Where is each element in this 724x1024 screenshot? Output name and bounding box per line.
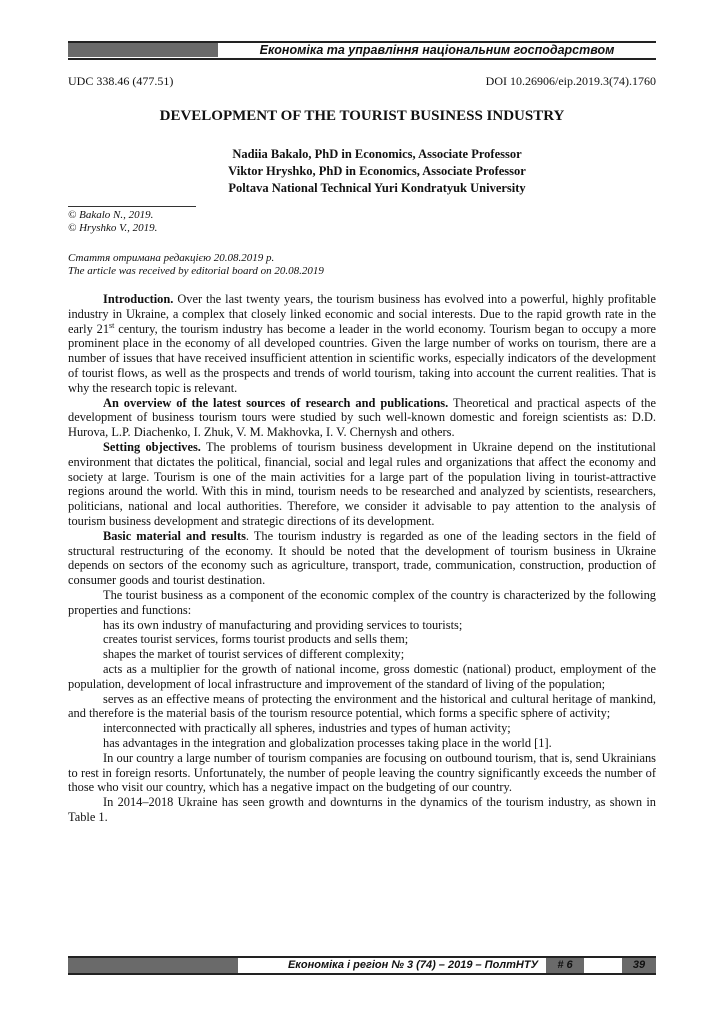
doi-code: DOI 10.26906/eip.2019.3(74).1760	[485, 74, 656, 88]
copyright-block	[68, 209, 157, 235]
paragraph-overview	[68, 396, 656, 440]
heading-introduction: Introduction.	[103, 292, 174, 306]
paragraph-complex: The tourist business as a component of the economic complex of the country is characterized by the following properties and functions:	[68, 587, 656, 617]
paragraph-text: Theoretical and practical aspects of the development of business tourism tours were studied by such well-known domestic and foreign scientists as: D.D. Hurova, L.P. Diachenko, I. Zhuk, V. M. Makhovka, I. V. Chernysh and others.	[68, 395, 656, 440]
article-title: DEVELOPMENT OF THE TOURIST BUSINESS INDUSTRY	[159, 108, 565, 124]
page-number: 39	[622, 958, 656, 973]
heading-objectives: Setting objectives.	[103, 439, 201, 454]
journal-issue: Економіка і регіон № 3 (74) – 2019 – ПолтНТУ	[287, 959, 539, 971]
running-header	[68, 41, 656, 61]
paragraph-basic	[68, 529, 656, 588]
list-item: serves as an effective means of protecting the environment and the historical and cultural heritage of mankind, and therefore is the material basis of the tourism resource potential, which forms a specific sphere of activity;	[68, 691, 656, 721]
list-item: acts as a multiplier for the growth of national income, gross domestic (national) product, employment of the population, development of local infrastructure and improvement of the standard of living of the population;	[68, 661, 656, 691]
list-item: shapes the market of tourist services of different complexity;	[103, 647, 405, 662]
list-item: creates tourist services, forms tourist products and sells them;	[103, 632, 409, 647]
header-rule-bottom	[68, 58, 656, 60]
author-line: Viktor Hryshko, PhD in Economics, Associate Professor	[228, 164, 526, 178]
paragraph-introduction	[68, 292, 656, 396]
received-line-ua: Стаття отримана редакцією 20.08.2019 р.	[68, 252, 275, 264]
heading-basic: Basic material and results	[103, 528, 246, 543]
list-item: interconnected with practically all spheres, industries and types of human activity;	[103, 721, 511, 736]
superscript: st	[109, 320, 115, 330]
running-footer	[68, 956, 656, 976]
journal-section-title: Економіка та управління національним господарством	[259, 43, 615, 57]
list-item: has its own industry of manufacturing and providing services to tourists;	[103, 617, 463, 632]
issue-number: # 6	[546, 958, 584, 973]
received-block	[68, 252, 324, 278]
footer-dark-bar	[68, 958, 238, 973]
authors-block	[0, 146, 724, 197]
paragraph-text: . The tourism industry is regarded as one of the leading sectors in the field of structural restructuring of the economy. It should be noted that the development of tourism business in Ukraine depends on sectors of the economy such as agriculture, transport, trade, communication, construction, production of consumer goods and tourist destination.	[68, 528, 656, 588]
paragraph-objectives	[68, 440, 656, 529]
footer-rule-bottom	[68, 973, 656, 975]
header-dark-bar	[68, 43, 218, 57]
udc-code: UDC 338.46 (477.51)	[68, 74, 174, 88]
paragraph-text: century, the tourism industry has become a leader in the world economy. Tourism began to occupy a more prominent place in the economy of all developed countries. Given the large number of works on tourism, there are a number of issues that have received insufficient attention in scientific works, especially indicators of the development of tourist flows, as well as the prospects and trends of world tourism, taking into account the current realities. That is why the research topic is relevant.	[68, 321, 656, 395]
paragraph-text: Over the last twenty years, the tourism business has evolved into a powerful, highly profitable industry in Ukraine, a complex that closely linked economic and social interests. Due to the rapid growth rate in the early 21	[68, 292, 656, 336]
article-body	[68, 292, 656, 825]
heading-overview: An overview of the latest sources of research and publications.	[103, 395, 449, 410]
paragraph-outbound: In our country a large number of tourism companies are focusing on outbound tourism, that is, send Ukrainians to rest in foreign resorts. Unfortunately, the number of people leaving the country significantly exceeds the number of those who visit our country, which has a negative impact on the budgeting of our country.	[68, 750, 656, 795]
copyright-line: © Bakalo N., 2019.	[68, 209, 154, 221]
author-line: Nadiia Bakalo, PhD in Economics, Associate Professor	[232, 147, 522, 161]
received-line-en: The article was received by editorial board on 20.08.2019	[68, 265, 324, 277]
affiliation-line: Poltava National Technical Yuri Kondratyuk University	[228, 181, 526, 195]
footnote-rule	[68, 206, 196, 207]
paragraph-dynamics: In 2014–2018 Ukraine has seen growth and downturns in the dynamics of the tourism industry, as shown in Table 1.	[68, 795, 656, 824]
paragraph-text: The problems of tourism business development in Ukraine depend on the institutional environment that dictates the political, financial, social and legal rules and organizations that affect the economy and society at large. Tourism is one of the main activities for a large part of the population living in tourist-attractive regions around the world. With this in mind, tourism needs to be researched and analyzed by scientists, researchers, politicians, national and local authorities. Therefore, we consider it advisable to pay attention to the analysis of tourism business development and strategic directions of its development.	[68, 439, 656, 528]
copyright-line: © Hryshko V., 2019.	[68, 222, 158, 234]
list-item: has advantages in the integration and globalization processes taking place in the world [1].	[103, 735, 552, 750]
